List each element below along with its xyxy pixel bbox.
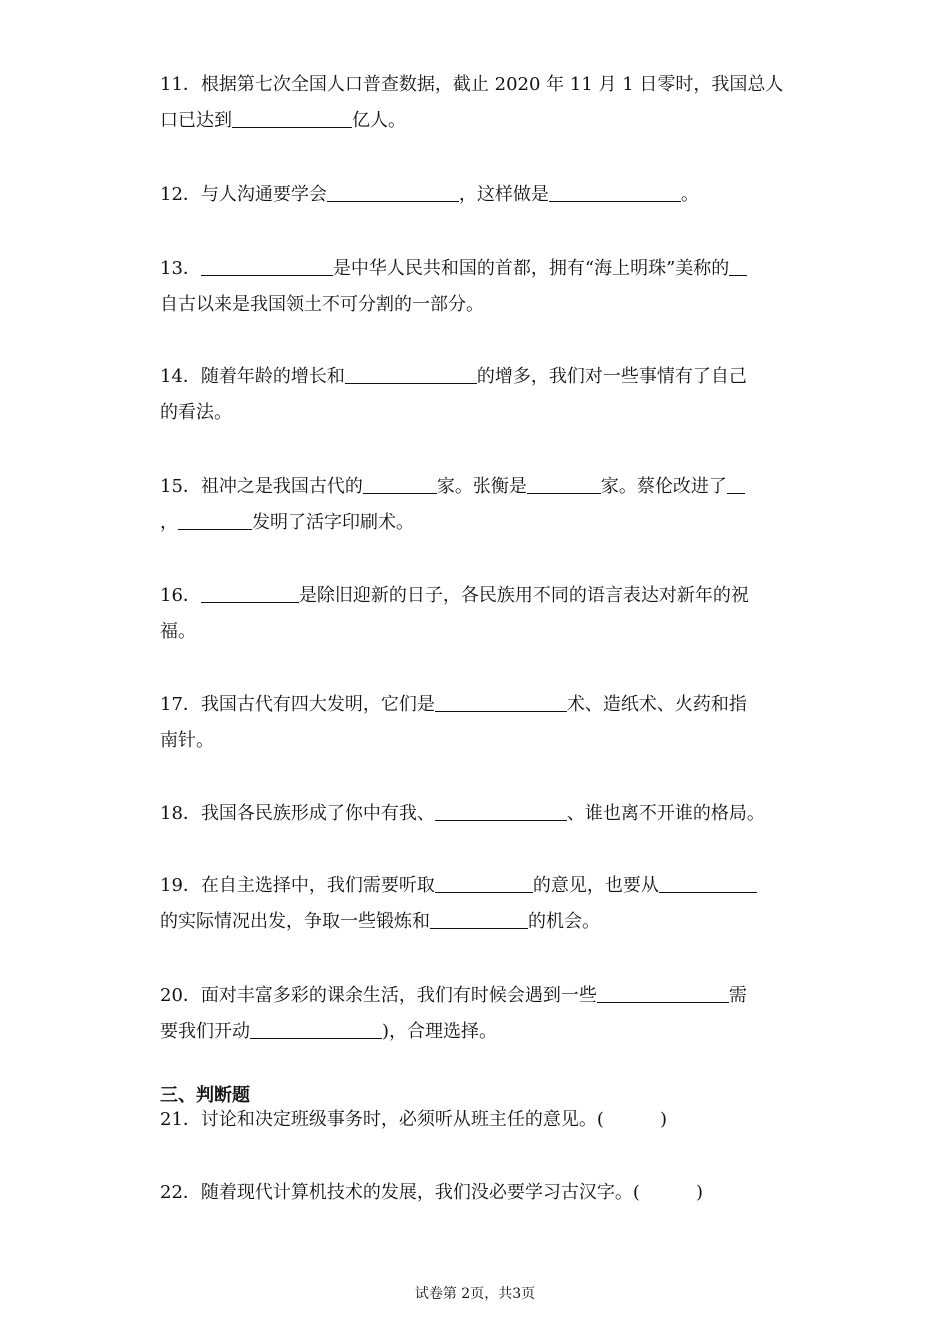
- question-11: [160, 67, 792, 139]
- answer-blank[interactable]: [232, 107, 352, 128]
- question-text: 我国各民族形成了你中有我、: [200, 803, 435, 824]
- question-12: [160, 177, 792, 213]
- question-number: 22．: [160, 1182, 201, 1203]
- question-text: 福。: [160, 621, 196, 642]
- question-15: [160, 469, 792, 541]
- question-number: 21．: [160, 1109, 201, 1130]
- answer-blank[interactable]: [435, 691, 567, 712]
- question-number: 19．: [160, 875, 201, 896]
- answer-blank[interactable]: [201, 255, 333, 276]
- answer-blank[interactable]: [250, 1018, 382, 1039]
- question-22: [160, 1175, 792, 1211]
- question-number: 20．: [160, 985, 201, 1006]
- question-21: [160, 1102, 792, 1138]
- question-20: [160, 978, 792, 1050]
- answer-blank[interactable]: [345, 363, 477, 384]
- question-text: 的看法。: [160, 402, 232, 423]
- answer-blank[interactable]: [201, 582, 299, 603]
- question-19: [160, 868, 792, 940]
- close-paren: ): [659, 1109, 667, 1130]
- question-number: 17．: [160, 694, 201, 715]
- question-text: 的意见，也要从: [532, 875, 659, 896]
- question-text: )，合理选择。: [382, 1021, 498, 1042]
- question-text: 与人沟通要学会: [200, 184, 327, 205]
- question-number: 13．: [160, 258, 201, 279]
- question-text: 随着年龄的增长和: [200, 366, 345, 387]
- question-text: 发明了活字印刷术。: [252, 512, 414, 533]
- question-text: 家。张衡是: [436, 476, 527, 497]
- question-text: 口已达到: [160, 110, 232, 131]
- section-heading: 三、判断题: [160, 1085, 250, 1106]
- answer-blank[interactable]: [327, 181, 459, 202]
- question-text: 随着现代计算机技术的发展，我们没必要学习古汉字。(: [200, 1182, 640, 1203]
- question-text: 自古以来是我国领土不可分割的一部分。: [160, 294, 484, 315]
- question-text: 面对丰富多彩的课余生活，我们有时候会遇到一些: [200, 985, 597, 1006]
- question-number: 11．: [160, 74, 201, 95]
- question-text: 需: [728, 985, 747, 1006]
- answer-blank[interactable]: [597, 982, 729, 1003]
- question-text: 南针。: [160, 730, 214, 751]
- answer-blank[interactable]: [178, 509, 252, 530]
- answer-blank[interactable]: [659, 872, 757, 893]
- answer-blank[interactable]: [527, 473, 601, 494]
- question-number: 16．: [160, 585, 201, 606]
- question-text: 亿人。: [352, 110, 406, 131]
- close-paren: ): [695, 1182, 703, 1203]
- answer-blank[interactable]: [727, 473, 745, 494]
- question-text: 祖冲之是我国古代的: [200, 476, 363, 497]
- question-text: 在自主选择中，我们需要听取: [200, 875, 435, 896]
- question-18: [160, 796, 792, 832]
- question-text: 是中华人民共和国的首都，拥有“海上明珠”美称的: [332, 258, 730, 279]
- question-text: 讨论和决定班级事务时，必须听从班主任的意见。(: [200, 1109, 604, 1130]
- question-text: 我国古代有四大发明，它们是: [200, 694, 435, 715]
- question-14: [160, 359, 792, 431]
- answer-blank[interactable]: [729, 255, 747, 276]
- question-number: 18．: [160, 803, 201, 824]
- question-number: 15．: [160, 476, 201, 497]
- answer-blank[interactable]: [549, 181, 681, 202]
- question-13: [160, 251, 792, 323]
- question-text: 家。蔡伦改进了: [600, 476, 727, 497]
- question-text: 的机会。: [528, 911, 600, 932]
- question-number: 12．: [160, 184, 201, 205]
- question-text: ，: [160, 512, 178, 533]
- question-text: 的增多，我们对一些事情有了自己: [476, 366, 747, 387]
- question-text: 术、造纸术、火药和指: [566, 694, 747, 715]
- question-text: 、谁也离不开谁的格局。: [566, 803, 765, 824]
- answer-blank[interactable]: [363, 473, 437, 494]
- answer-blank[interactable]: [435, 800, 567, 821]
- question-number: 14．: [160, 366, 201, 387]
- question-text: 是除旧迎新的日子，各民族用不同的语言表达对新年的祝: [298, 585, 749, 606]
- question-text: 要我们开动: [160, 1021, 250, 1042]
- question-16: [160, 578, 792, 650]
- question-17: [160, 687, 792, 759]
- question-text: 的实际情况出发，争取一些锻炼和: [160, 911, 430, 932]
- answer-blank[interactable]: [430, 908, 528, 929]
- answer-blank[interactable]: [435, 872, 533, 893]
- question-text: ，这样做是: [458, 184, 549, 205]
- question-text: 。: [680, 184, 699, 205]
- question-text: 根据第七次全国人口普查数据，截止 2020 年 11 月 1 日零时，我国总人: [200, 74, 784, 95]
- page-footer: 试卷第 2页，共3页: [414, 1286, 536, 1302]
